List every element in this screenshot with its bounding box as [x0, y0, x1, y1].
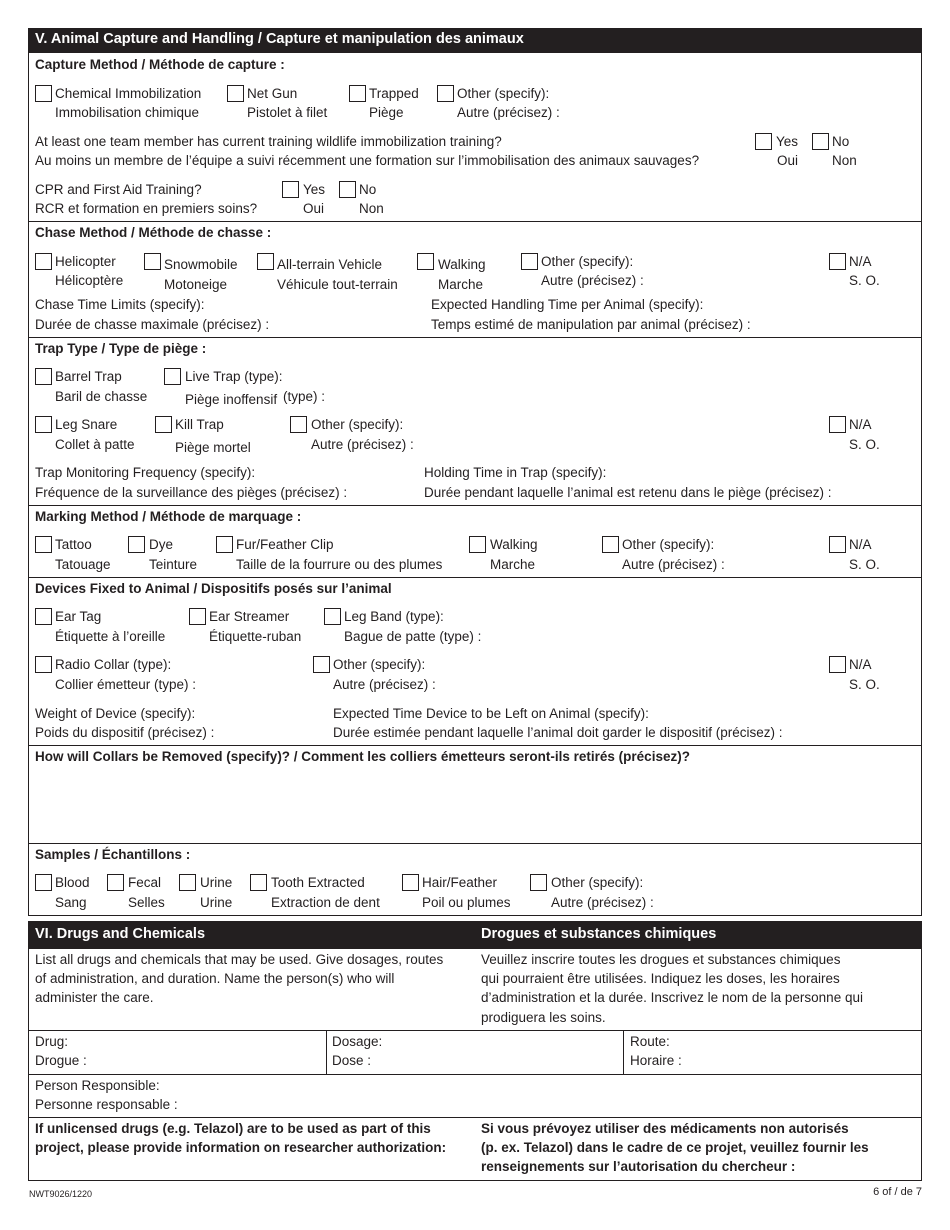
- checkbox-fur-clip[interactable]: [216, 536, 233, 553]
- section-vi-title-fr: Drogues et substances chimiques: [481, 926, 717, 942]
- divider: [623, 1030, 624, 1074]
- label-net-gun-en: Net Gun: [247, 86, 298, 101]
- section-v-title: V. Animal Capture and Handling / Capture et manipulation des animaux: [35, 31, 524, 47]
- label-training-no-en: No: [832, 134, 850, 149]
- label-blood-en: Blood: [55, 875, 90, 890]
- checkbox-kill-trap[interactable]: [155, 416, 172, 433]
- checkbox-trap-other[interactable]: [290, 416, 307, 433]
- section-vi-header: [28, 921, 922, 949]
- label-tattoo-fr: Tatouage: [55, 557, 111, 572]
- label-barrel-trap-fr: Baril de chasse: [55, 389, 148, 404]
- label-training-no-fr: Non: [832, 153, 857, 168]
- person-responsible-en: Person Responsible:: [35, 1078, 160, 1093]
- checkbox-chase-na[interactable]: [829, 253, 846, 270]
- label-training-yes-en: Yes: [776, 134, 799, 149]
- checkbox-chemical[interactable]: [35, 85, 52, 102]
- label-chemical-en: Chemical Immobilization: [55, 86, 202, 101]
- device-time-fr: Durée estimée pendant laquelle l’animal doit garder le dispositif (précisez) :: [333, 725, 783, 740]
- label-tattoo-en: Tattoo: [55, 537, 92, 552]
- label-cpr-yes-en: Yes: [303, 182, 326, 197]
- label-helicopter-en: Helicopter: [55, 254, 116, 269]
- label-snowmobile-fr: Motoneige: [164, 277, 228, 292]
- label-marking-other-en: Other (specify):: [622, 537, 715, 552]
- checkbox-trapped[interactable]: [349, 85, 366, 102]
- checkbox-dye[interactable]: [128, 536, 145, 553]
- unlicensed-drugs-en-1: If unlicensed drugs (e.g. Telazol) are to be used as part of this: [35, 1121, 431, 1136]
- checkbox-urine[interactable]: [179, 874, 196, 891]
- label-device-na-en: N/A: [849, 657, 872, 672]
- label-chemical-fr: Immobilisation chimique: [55, 105, 200, 120]
- drugs-desc-fr-4: prodiguera les soins.: [481, 1010, 606, 1025]
- divider: [28, 745, 922, 746]
- holding-time-en: Holding Time in Trap (specify):: [424, 465, 607, 480]
- checkbox-marking-walking[interactable]: [469, 536, 486, 553]
- drugs-desc-en-2: of administration, and duration. Name the person(s) who will: [35, 971, 395, 986]
- training-question-fr: Au moins un membre de l’équipe a suivi récemment une formation sur l’immobilisation des animaux sauvages?: [35, 153, 700, 168]
- chase-method-heading: Chase Method / Méthode de chasse :: [35, 225, 272, 240]
- drug-label-fr: Drogue :: [35, 1053, 87, 1068]
- label-device-other-fr: Autre (précisez) :: [333, 677, 436, 692]
- label-snowmobile-en: Snowmobile: [164, 257, 238, 272]
- label-cpr-no-fr: Non: [359, 201, 384, 216]
- checkbox-capture-other[interactable]: [437, 85, 454, 102]
- label-fur-clip-en: Fur/Feather Clip: [236, 537, 334, 552]
- checkbox-tooth[interactable]: [250, 874, 267, 891]
- label-live-trap-en: Live Trap (type):: [185, 369, 283, 384]
- divider: [28, 843, 922, 844]
- checkbox-hair[interactable]: [402, 874, 419, 891]
- label-tooth-fr: Extraction de dent: [271, 895, 380, 910]
- checkbox-device-na[interactable]: [829, 656, 846, 673]
- label-radio-collar-en: Radio Collar (type):: [55, 657, 172, 672]
- label-device-na-fr: S. O.: [849, 677, 880, 692]
- label-chase-other-fr: Autre (précisez) :: [541, 273, 644, 288]
- dosage-label-en: Dosage:: [332, 1034, 383, 1049]
- label-ear-streamer-en: Ear Streamer: [209, 609, 290, 624]
- label-dye-fr: Teinture: [149, 557, 198, 572]
- drugs-desc-en-3: administer the care.: [35, 990, 154, 1005]
- checkbox-leg-band[interactable]: [324, 608, 341, 625]
- label-trapped-fr: Piège: [369, 105, 404, 120]
- handling-time-en: Expected Handling Time per Animal (specify):: [431, 297, 704, 312]
- label-chase-other-en: Other (specify):: [541, 254, 634, 269]
- label-leg-snare-fr: Collet à patte: [55, 437, 135, 452]
- drugs-desc-fr-2: qui pourraient être utilisées. Indiquez les doses, les horaires: [481, 971, 840, 986]
- dosage-label-fr: Dose :: [332, 1053, 372, 1068]
- training-question-en: At least one team member has current training wildlife immobilization training?: [35, 134, 502, 149]
- route-label-en: Route:: [630, 1034, 670, 1049]
- collar-removal-field[interactable]: [29, 768, 921, 843]
- label-dye-en: Dye: [149, 537, 174, 552]
- capture-method-heading: Capture Method / Méthode de capture :: [35, 57, 285, 72]
- label-cpr-yes-fr: Oui: [303, 201, 325, 216]
- divider: [28, 337, 922, 338]
- label-tooth-en: Tooth Extracted: [271, 875, 365, 890]
- label-net-gun-fr: Pistolet à filet: [247, 105, 328, 120]
- label-blood-fr: Sang: [55, 895, 87, 910]
- label-training-yes-fr: Oui: [777, 153, 799, 168]
- device-weight-en: Weight of Device (specify):: [35, 706, 196, 721]
- label-chase-walking-fr: Marche: [438, 277, 484, 292]
- person-responsible-fr: Personne responsable :: [35, 1097, 178, 1112]
- divider: [326, 1030, 327, 1074]
- checkbox-live-trap[interactable]: [164, 368, 181, 385]
- divider: [28, 1117, 922, 1118]
- trap-frequency-en: Trap Monitoring Frequency (specify):: [35, 465, 256, 480]
- label-live-trap-fr: Piège inoffensif: [185, 392, 278, 407]
- label-ear-tag-en: Ear Tag: [55, 609, 102, 624]
- checkbox-blood[interactable]: [35, 874, 52, 891]
- label-trap-na-en: N/A: [849, 417, 872, 432]
- handling-time-fr: Temps estimé de manipulation par animal (précisez) :: [431, 317, 751, 332]
- checkbox-ear-streamer[interactable]: [189, 608, 206, 625]
- collar-removal-heading: How will Collars be Removed (specify)? / Comment les colliers émetteurs seront-ils retirés (précisez)?: [35, 749, 690, 764]
- checkbox-radio-collar[interactable]: [35, 656, 52, 673]
- checkbox-trap-na[interactable]: [829, 416, 846, 433]
- label-ear-streamer-fr: Étiquette-ruban: [209, 629, 302, 644]
- label-device-other-en: Other (specify):: [333, 657, 426, 672]
- label-atv-fr: Véhicule tout-terrain: [277, 277, 398, 292]
- label-radio-collar-fr: Collier émetteur (type) :: [55, 677, 197, 692]
- checkbox-atv[interactable]: [257, 253, 274, 270]
- label-leg-band-fr: Bague de patte (type) :: [344, 629, 482, 644]
- cpr-question-fr: RCR et formation en premiers soins?: [35, 201, 258, 216]
- chase-limits-fr: Durée de chasse maximale (précisez) :: [35, 317, 270, 332]
- checkbox-cpr-no[interactable]: [339, 181, 356, 198]
- label-urine-fr: Urine: [200, 895, 233, 910]
- checkbox-device-other[interactable]: [313, 656, 330, 673]
- unlicensed-drugs-en-2: project, please provide information on researcher authorization:: [35, 1140, 447, 1155]
- checkbox-cpr-yes[interactable]: [282, 181, 299, 198]
- checkbox-ear-tag[interactable]: [35, 608, 52, 625]
- checkbox-marking-other[interactable]: [602, 536, 619, 553]
- label-urine-en: Urine: [200, 875, 233, 890]
- label-marking-other-fr: Autre (précisez) :: [622, 557, 725, 572]
- device-weight-fr: Poids du dispositif (précisez) :: [35, 725, 215, 740]
- label-chase-walking-en: Walking: [438, 257, 486, 272]
- divider: [28, 1030, 922, 1031]
- checkbox-chase-walking[interactable]: [417, 253, 434, 270]
- label-marking-walking-fr: Marche: [490, 557, 536, 572]
- drugs-desc-fr-3: d’administration et la durée. Inscrivez le nom de la personne qui: [481, 990, 863, 1005]
- section-vi-title-en: VI. Drugs and Chemicals: [35, 926, 206, 942]
- label-atv-en: All-terrain Vehicle: [277, 257, 383, 272]
- trap-type-heading: Trap Type / Type de piège :: [35, 341, 207, 356]
- checkbox-chase-other[interactable]: [521, 253, 538, 270]
- label-chase-na-en: N/A: [849, 254, 872, 269]
- label-fur-clip-fr: Taille de la fourrure ou des plumes: [236, 557, 443, 572]
- label-cpr-no-en: No: [359, 182, 377, 197]
- label-hair-en: Hair/Feather: [422, 875, 498, 890]
- divider: [28, 221, 922, 222]
- label-ear-tag-fr: Étiquette à l’oreille: [55, 629, 166, 644]
- section-v-header: [28, 28, 922, 53]
- checkbox-training-yes[interactable]: [755, 133, 772, 150]
- label-barrel-trap-en: Barrel Trap: [55, 369, 122, 384]
- label-leg-snare-en: Leg Snare: [55, 417, 118, 432]
- label-helicopter-fr: Hélicoptère: [55, 273, 124, 288]
- checkbox-sample-other[interactable]: [530, 874, 547, 891]
- label-trap-na-fr: S. O.: [849, 437, 880, 452]
- form-code: NWT9026/1220: [29, 1189, 93, 1199]
- device-time-en: Expected Time Device to be Left on Animal (specify):: [333, 706, 649, 721]
- checkbox-fecal[interactable]: [107, 874, 124, 891]
- label-marking-walking-en: Walking: [490, 537, 538, 552]
- drugs-desc-fr-1: Veuillez inscrire toutes les drogues et substances chimiques: [481, 952, 841, 967]
- unlicensed-drugs-fr-3: renseignements sur l’autorisation du chercheur :: [481, 1159, 796, 1174]
- checkbox-leg-snare[interactable]: [35, 416, 52, 433]
- checkbox-tattoo[interactable]: [35, 536, 52, 553]
- checkbox-snowmobile[interactable]: [144, 253, 161, 270]
- label-trap-other-fr: Autre (précisez) :: [311, 437, 414, 452]
- unlicensed-drugs-fr-2: (p. ex. Telazol) dans le cadre de ce projet, veuillez fournir les: [481, 1140, 869, 1155]
- label-fecal-fr: Selles: [128, 895, 165, 910]
- label-capture-other-en: Other (specify):: [457, 86, 550, 101]
- samples-heading: Samples / Échantillons :: [35, 847, 191, 862]
- divider: [28, 577, 922, 578]
- checkbox-training-no[interactable]: [812, 133, 829, 150]
- drugs-desc-en-1: List all drugs and chemicals that may be used. Give dosages, routes: [35, 952, 444, 967]
- route-label-fr: Horaire :: [630, 1053, 682, 1068]
- checkbox-marking-na[interactable]: [829, 536, 846, 553]
- trap-frequency-fr: Fréquence de la surveillance des pièges (précisez) :: [35, 485, 348, 500]
- checkbox-barrel-trap[interactable]: [35, 368, 52, 385]
- cpr-question-en: CPR and First Aid Training?: [35, 182, 202, 197]
- drug-label-en: Drug:: [35, 1034, 69, 1049]
- page-number: 6 of / de 7: [873, 1186, 922, 1198]
- unlicensed-drugs-fr-1: Si vous prévoyez utiliser des médicaments non autorisés: [481, 1121, 849, 1136]
- divider: [28, 505, 922, 506]
- label-marking-na-fr: S. O.: [849, 557, 880, 572]
- label-trap-other-en: Other (specify):: [311, 417, 404, 432]
- chase-limits-en: Chase Time Limits (specify):: [35, 297, 205, 312]
- label-sample-other-fr: Autre (précisez) :: [551, 895, 654, 910]
- checkbox-net-gun[interactable]: [227, 85, 244, 102]
- checkbox-helicopter[interactable]: [35, 253, 52, 270]
- divider: [28, 1074, 922, 1075]
- label-chase-na-fr: S. O.: [849, 273, 880, 288]
- label-hair-fr: Poil ou plumes: [422, 895, 511, 910]
- label-trapped-en: Trapped: [369, 86, 419, 101]
- label-leg-band-en: Leg Band (type):: [344, 609, 444, 624]
- label-kill-trap-en: Kill Trap: [175, 417, 224, 432]
- holding-time-fr: Durée pendant laquelle l’animal est retenu dans le piège (précisez) :: [424, 485, 832, 500]
- label-kill-trap-fr: Piège mortel: [175, 440, 251, 455]
- label-marking-na-en: N/A: [849, 537, 872, 552]
- label-live-trap-fr-type: (type) :: [283, 389, 326, 404]
- devices-heading: Devices Fixed to Animal / Dispositifs posés sur l’animal: [35, 581, 392, 596]
- label-sample-other-en: Other (specify):: [551, 875, 644, 890]
- marking-method-heading: Marking Method / Méthode de marquage :: [35, 509, 302, 524]
- label-fecal-en: Fecal: [128, 875, 162, 890]
- label-capture-other-fr: Autre (précisez) :: [457, 105, 560, 120]
